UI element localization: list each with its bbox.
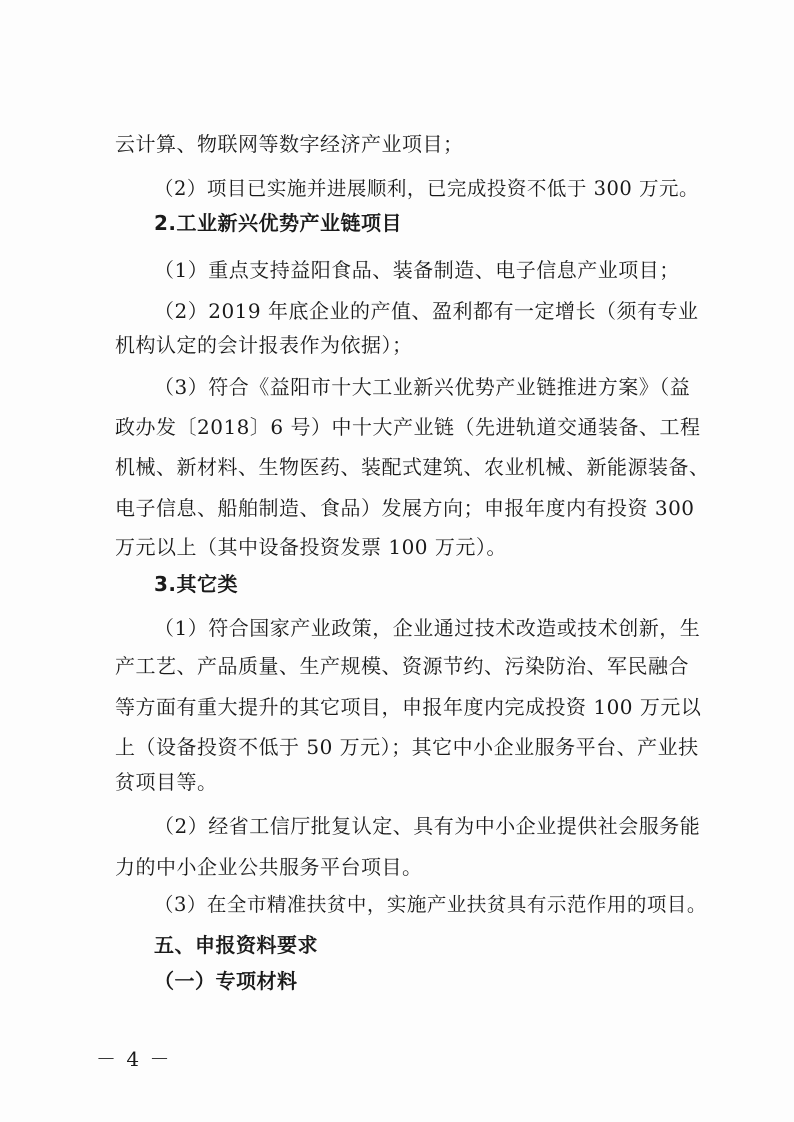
body-text-line: 电子信息、船舶制造、食品）发展方向；申报年度内有投资 300 <box>115 496 695 520</box>
body-text-line: （2）2019 年底企业的产值、盈利都有一定增长（须有专业 <box>154 299 699 323</box>
body-text-line: 贫项目等。 <box>115 770 218 794</box>
section-heading: 2.工业新兴优势产业链项目 <box>154 211 403 235</box>
body-text-line: （3）在全市精准扶贫中，实施产业扶贫具有示范作用的项目。 <box>154 893 707 916</box>
body-text-line: （1）重点支持益阳食品、装备制造、电子信息产业项目； <box>154 258 680 282</box>
subsection-heading: （一）专项材料 <box>154 969 298 993</box>
body-text-line: （1）符合国家产业政策，企业通过技术改造或技术创新，生 <box>154 616 701 640</box>
page-number: － 4 － <box>96 1047 172 1071</box>
body-text-line: （2）项目已实施并进展顺利，已完成投资不低于 300 万元。 <box>154 177 700 200</box>
body-text-line: （2）经省工信厅批复认定、具有为中小企业提供社会服务能 <box>154 814 701 838</box>
section-heading: 3.其它类 <box>154 572 239 596</box>
body-text-line: 等方面有重大提升的其它项目，申报年度内完成投资 100 万元以 <box>115 695 702 719</box>
body-text-line: 政办发〔2018〕6 号）中十大产业链（先进轨道交通装备、工程 <box>115 415 701 439</box>
body-text-line: 上（设备投资不低于 50 万元）；其它中小企业服务平台、产业扶 <box>115 735 699 759</box>
body-text-line: 力的中小企业公共服务平台项目。 <box>115 855 423 879</box>
body-text-line: 产工艺、产品质量、生产规模、资源节约、污染防治、军民融合 <box>115 654 689 678</box>
body-text-line: 云计算、物联网等数字经济产业项目； <box>115 132 464 156</box>
body-text-line: 机械、新材料、生物医药、装配式建筑、农业机械、新能源装备、 <box>115 455 710 479</box>
section-heading: 五、申报资料要求 <box>154 933 318 957</box>
body-text-line: （3）符合《益阳市十大工业新兴优势产业链推进方案》（益 <box>154 375 691 399</box>
body-text-line: 机构认定的会计报表作为依据）； <box>115 333 413 357</box>
body-text-line: 万元以上（其中设备投资发票 100 万元）。 <box>115 535 507 559</box>
